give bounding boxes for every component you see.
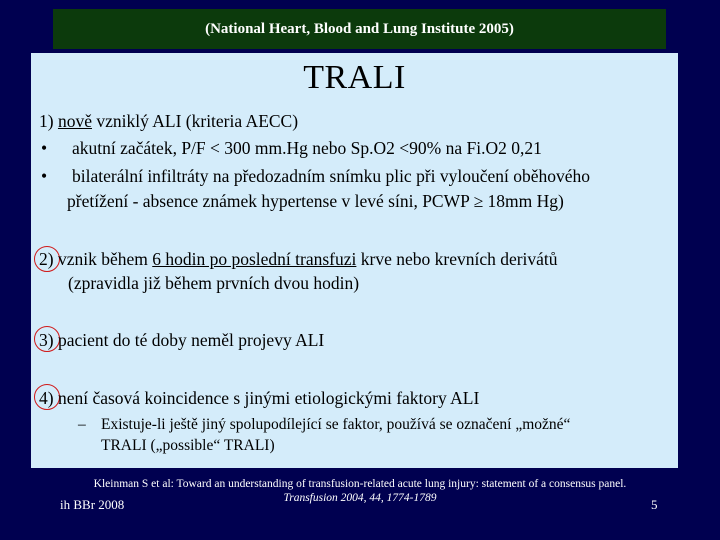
criterion-4-sub-line-1: Existuje-li ještě jiný spolupodílející se faktor, používá se označení „možné“ (101, 416, 571, 433)
criterion-2-rest: krve nebo krevních derivátů (356, 249, 558, 269)
criterion-4: 4) není časová koincidence s jinými etiologickými faktory ALI (39, 388, 480, 408)
criterion-3: 3) pacient do té doby neměl projevy ALI (39, 330, 325, 350)
criterion-1-prefix: 1) (39, 111, 58, 131)
bullet-2-marker: • (41, 166, 48, 186)
criterion-4-sub-line-2: TRALI („possible“ TRALI) (101, 437, 275, 454)
bullet-2-line-2: přetížení - absence známek hypertense v levé síni, PCWP ≥ 18mm Hg) (67, 191, 564, 211)
footer-citation: Kleinman S et al: Toward an understanding of transfusion-related acute lung injury: statement of a consensus panel. (93, 478, 627, 490)
criterion-4-sub-dash: – (78, 416, 86, 433)
bullet-1-marker: • (41, 138, 48, 158)
bullet-1-text: akutní začátek, P/F < 300 mm.Hg nebo Sp.O2 <90% na Fi.O2 0,21 (72, 138, 542, 158)
criterion-1-underlined: nově (57, 111, 92, 131)
criterion-1 (39, 111, 298, 132)
bullet-1 (41, 138, 542, 159)
header-bar (53, 9, 666, 49)
footer-journal: Transfusion 2004, 44, 1774-1789 (283, 492, 437, 504)
criterion-2 (39, 249, 558, 270)
slide-title: TRALI (303, 59, 406, 96)
header-text: (National Heart, Blood and Lung Institute 2005) (205, 20, 514, 37)
footer-author: ih BBr 2008 (60, 497, 125, 512)
criterion-2-line-2: (zpravidla již během prvních dvou hodin) (68, 273, 360, 293)
slide-content-panel (31, 53, 678, 468)
criterion-1-rest: vzniklý ALI (kriteria AECC) (91, 111, 299, 131)
bullet-2 (41, 166, 591, 187)
bullet-2-line-1: bilaterální infiltráty na předozadním snímku plic při vyloučení oběhového (72, 166, 591, 186)
page-number: 5 (651, 497, 658, 512)
criterion-2-prefix: 2) vznik během (39, 249, 153, 269)
criterion-2-underlined: 6 hodin po poslední transfuzi (152, 249, 357, 269)
